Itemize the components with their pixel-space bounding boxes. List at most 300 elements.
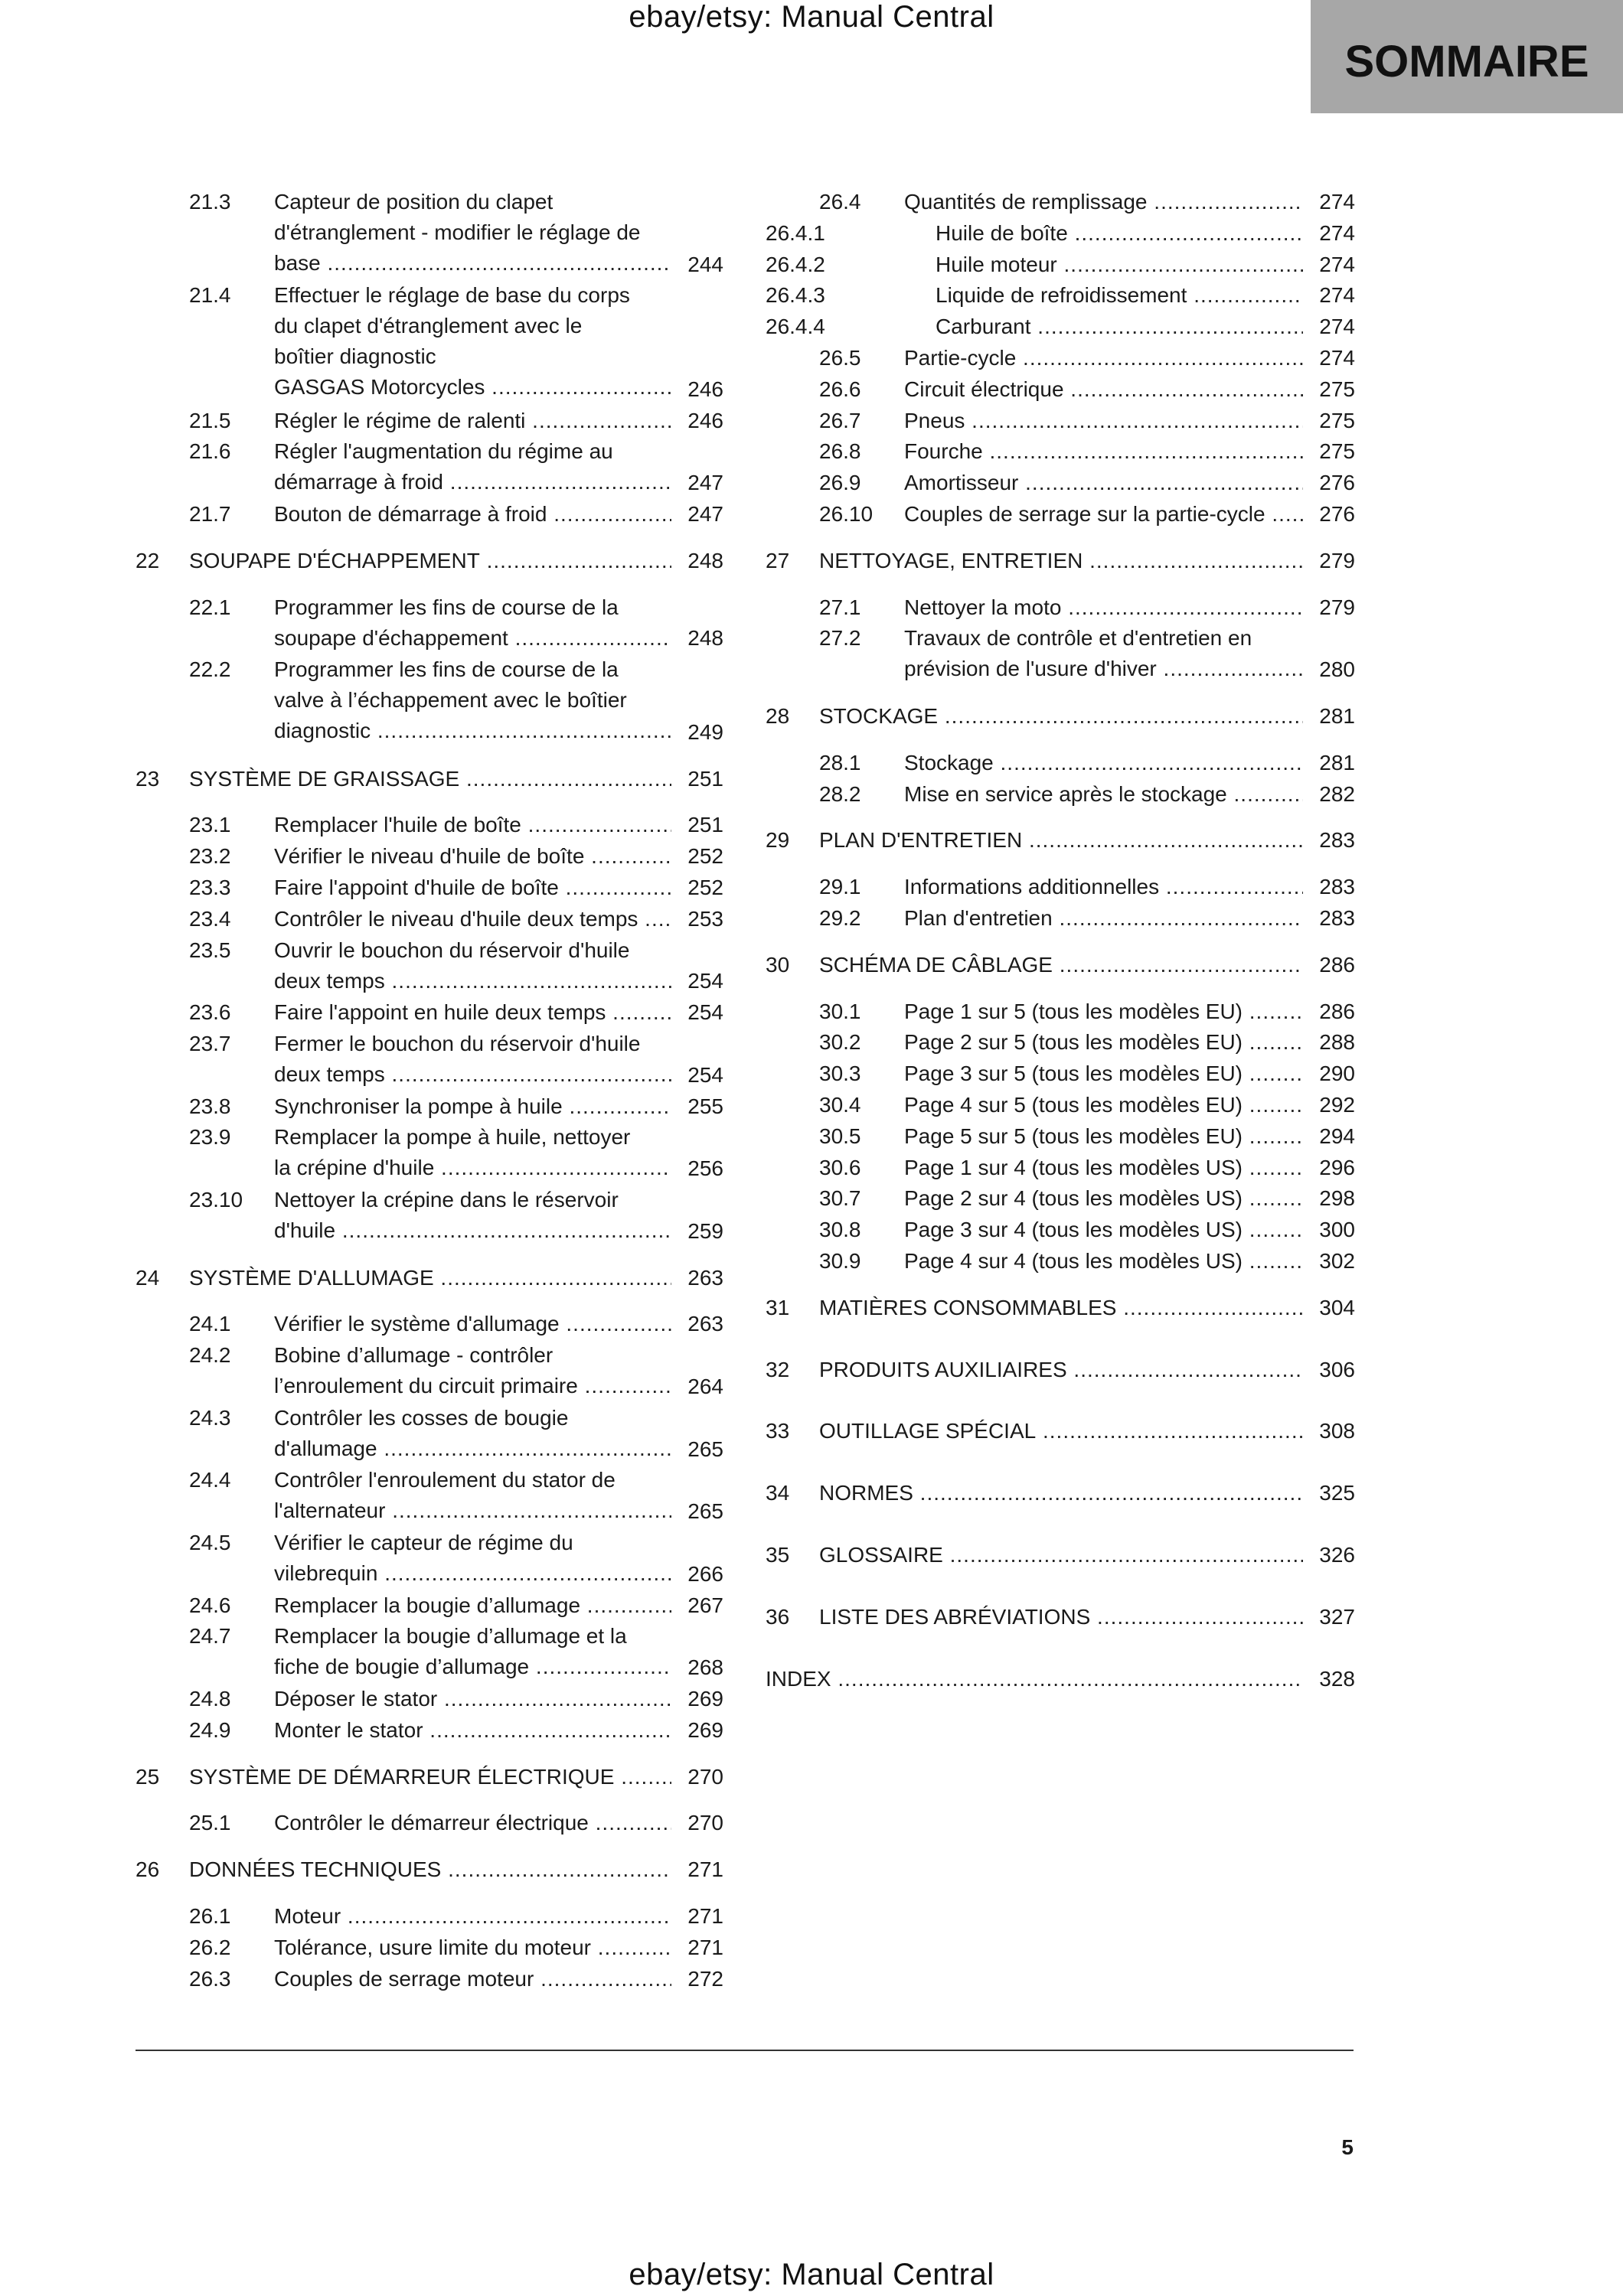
toc-section-entry[interactable] [136,1185,723,1247]
toc-entry-title-line: MATIÈRES CONSOMMABLES ..... [819,1293,1303,1323]
toc-entry-page: 283 [1303,872,1355,902]
toc-entry-page: 281 [1303,748,1355,778]
toc-entry-number: 26.5 [819,346,861,370]
toc-entry-title-line: Circuit électrique ..... [904,374,1303,405]
toc-entry-title-line: LISTE DES ABRÉVIATIONS ..... [819,1602,1303,1632]
toc-entry-title-line: SCHÉMA DE CÂBLAGE ..... [819,950,1303,980]
toc-chapter-entry[interactable] [766,546,1355,577]
toc-entry-title-line: Contrôler les cosses de bougie [274,1405,569,1430]
toc-entry-page: 252 [671,841,723,872]
toc-entry-number: 25.1 [189,1811,231,1835]
toc-entry-title-line: Contrôler l'enroulement du stator de [274,1468,616,1492]
toc-entry-title-line: GLOSSAIRE ..... [819,1540,1303,1570]
toc-entry-number: 24.5 [189,1531,231,1554]
toc-entry-title-line: Mise en service après le stockage ..... [904,779,1303,810]
toc-entry-title-line: Nettoyer la moto ..... [904,592,1303,623]
toc-entry-page: 325 [1303,1478,1355,1508]
toc-entry-page: 254 [671,1060,723,1091]
toc-entry-title-line: SYSTÈME DE GRAISSAGE ..... [189,764,671,794]
toc-entry-title-line: Couples de serrage moteur ..... [274,1964,671,1994]
toc-entry-number: 22.2 [189,657,231,682]
toc-entry-title-line: valve à l’échappement avec le boîtier [274,688,627,713]
toc-entry-page: 247 [671,468,723,498]
toc-entry-title-line: Déposer le stator ..... [274,1684,671,1714]
toc-entry-page: 283 [1303,825,1355,856]
toc-entry-title-line: Page 4 sur 4 (tous les modèles US) ..... [904,1246,1303,1277]
toc-entry-page: 288 [1303,1027,1355,1058]
toc-entry-number: 26.8 [819,439,861,464]
toc-entry-number: 26.6 [819,377,861,401]
toc-entry-page: 271 [671,1932,723,1963]
toc-entry-page: 259 [671,1216,723,1247]
toc-entry-title-line: du clapet d'étranglement avec le [274,314,583,338]
toc-entry-page: 263 [671,1263,723,1293]
toc-entry-number: 24.8 [189,1687,231,1711]
toc-entry-number: 26.4.4 [766,315,825,339]
toc-entry-number: 23.3 [189,876,231,899]
toc-section-entry[interactable] [766,406,1355,437]
toc-section-entry[interactable] [766,1246,1355,1277]
toc-section-entry[interactable] [136,1808,723,1839]
toc-entry-title-line: Fermer le bouchon du réservoir d'huile [274,1032,641,1055]
toc-entry-page: 274 [1303,343,1355,373]
toc-section-entry[interactable] [766,280,1355,311]
toc-entry-title-line: SYSTÈME DE DÉMARREUR ÉLECTRIQUE ..... [189,1762,671,1792]
toc-entry-number: 24 [136,1265,160,1290]
toc-entry-title-line: Bouton de démarrage à froid ..... [274,499,671,530]
toc-entry-page: 298 [1303,1183,1355,1214]
toc-entry-page: 328 [1303,1664,1355,1694]
toc-entry-title-line: deux temps ..... [274,1059,671,1090]
toc-entry-title-line: Plan d'entretien ..... [904,903,1303,934]
toc-entry-title-line: Page 3 sur 5 (tous les modèles EU) ..... [904,1058,1303,1089]
toc-entry-title-line: soupape d'échappement ..... [274,623,671,654]
toc-entry-page: 249 [671,717,723,748]
toc-section-entry[interactable] [136,1964,723,1995]
toc-entry-page: 254 [671,966,723,996]
toc-entry-page: 265 [671,1496,723,1527]
toc-section-entry[interactable] [136,1465,723,1528]
toc-entry-title-line: l’enroulement du circuit primaire ..... [274,1371,671,1401]
toc-entry-number: 23.6 [189,1000,231,1025]
toc-entry-number: 26.4.1 [766,220,825,245]
toc-entry-number: 21.4 [189,283,231,308]
toc-entry-number: 26.2 [189,1935,231,1959]
toc-entry-title-line: Moteur ..... [274,1901,671,1932]
section-tab: SOMMAIRE [1311,0,1623,113]
toc-section-entry[interactable] [136,1684,723,1715]
toc-entry-page: 252 [671,872,723,903]
toc-entry-page: 274 [1303,311,1355,342]
toc-section-entry[interactable] [136,872,723,904]
toc-section-entry[interactable] [136,1901,723,1932]
toc-chapter-entry[interactable] [766,1664,1355,1695]
toc-entry-number: 29.2 [819,906,861,930]
toc-entry-title-line: Informations additionnelles ..... [904,872,1303,902]
toc-entry-page: 275 [1303,406,1355,436]
toc-entry-title-line: Capteur de position du clapet [274,190,554,214]
toc-entry-number: 26 [136,1857,160,1882]
toc-section-entry[interactable] [136,1122,723,1185]
toc-entry-page: 279 [1303,546,1355,576]
toc-section-entry[interactable] [136,1621,723,1684]
toc-entry-page: 251 [671,764,723,794]
toc-section-entry[interactable] [766,218,1355,249]
toc-section-entry[interactable] [766,872,1355,903]
toc-entry-title-line: Amortisseur ..... [904,468,1303,498]
toc-entry-page: 294 [1303,1121,1355,1152]
toc-section-entry[interactable] [136,406,723,437]
toc-entry-title-line: Partie-cycle ..... [904,343,1303,373]
toc-entry-title-line: Nettoyer la crépine dans le réservoir [274,1188,619,1212]
toc-entry-page: 247 [671,499,723,530]
toc-section-entry[interactable] [766,1153,1355,1184]
toc-entry-title-line: Régler le régime de ralenti ..... [274,406,671,436]
toc-entry-number: 24.6 [189,1593,231,1617]
toc-entry-number: 30.7 [819,1186,861,1211]
toc-entry-page: 282 [1303,779,1355,810]
toc-entry-title-line: d'étranglement - modifier le réglage de [274,220,641,244]
toc-section-entry[interactable] [766,1215,1355,1246]
toc-entry-page: 274 [1303,218,1355,249]
toc-entry-number: 30.4 [819,1093,861,1117]
toc-entry-title-line: vilebrequin ..... [274,1558,671,1589]
toc-entry-page: 276 [1303,468,1355,498]
toc-entry-title-line: Monter le stator ..... [274,1715,671,1746]
toc-chapter-entry[interactable] [766,1540,1355,1571]
toc-entry-page: 253 [671,904,723,934]
toc-entry-page: 304 [1303,1293,1355,1323]
toc-entry-page: 263 [671,1309,723,1339]
toc-section-entry[interactable] [766,903,1355,934]
toc-entry-number: 30.8 [819,1218,861,1242]
toc-entry-number: 30.1 [819,999,861,1023]
toc-section-entry[interactable] [136,1403,723,1466]
toc-entry-number: 26.4 [819,190,861,214]
toc-section-entry[interactable] [136,1932,723,1964]
toc-entry-page: 272 [671,1964,723,1994]
toc-entry-title-line: Travaux de contrôle et d'entretien en [904,626,1252,651]
toc-entry-title-line: démarrage à froid ..... [274,467,671,497]
toc-entry-number: 30.6 [819,1155,861,1179]
toc-entry-number: 26.10 [819,502,874,526]
toc-section-entry[interactable] [766,436,1355,468]
toc-entry-number: 28 [766,704,790,728]
toc-section-entry[interactable] [136,935,723,998]
toc-entry-title-line: Carburant ..... [936,311,1303,342]
toc-entry-page: 270 [671,1762,723,1792]
toc-entry-title-line: Page 3 sur 4 (tous les modèles US) ..... [904,1215,1303,1245]
toc-entry-page: 246 [671,406,723,436]
toc-entry-page: 256 [671,1153,723,1184]
toc-entry-page: 308 [1303,1416,1355,1446]
toc-entry-title-line: Faire l'appoint d'huile de boîte ..... [274,872,671,903]
toc-entry-title-line: Vérifier le niveau d'huile de boîte ..... [274,841,671,872]
toc-section-entry[interactable] [766,468,1355,499]
toc-entry-title-line: Vérifier le capteur de régime du [274,1531,573,1554]
toc-entry-title-line: Fourche ..... [904,436,1303,467]
toc-entry-title-line: OUTILLAGE SPÉCIAL ..... [819,1416,1303,1446]
toc-section-entry[interactable] [136,997,723,1029]
toc-entry-number: 27.1 [819,595,861,619]
toc-entry-number: 21.5 [189,408,231,432]
toc-entry-page: 270 [671,1808,723,1838]
toc-section-entry[interactable] [766,187,1355,218]
toc-entry-number: 24.4 [189,1468,231,1492]
toc-entry-title-line: diagnostic ..... [274,716,671,746]
toc-entry-page: 290 [1303,1058,1355,1089]
toc-entry-page: 326 [1303,1540,1355,1570]
toc-entry-page: 327 [1303,1602,1355,1632]
toc-entry-number: 28.1 [819,750,861,775]
toc-entry-title-line: GASGAS Motorcycles ..... [274,372,671,403]
toc-entry-page: 244 [671,249,723,280]
toc-entry-title-line: Liquide de refroidissement ..... [936,280,1303,311]
toc-entry-page: 266 [671,1559,723,1590]
toc-entry-title-line: SYSTÈME D'ALLUMAGE ..... [189,1263,671,1293]
toc-section-entry[interactable] [136,280,723,405]
toc-entry-title-line: base ..... [274,248,671,279]
toc-section-entry[interactable] [766,311,1355,343]
toc-chapter-entry[interactable] [136,1263,723,1294]
toc-entry-title-line: Remplacer la bougie d’allumage et la [274,1624,627,1649]
toc-entry-number: 24.3 [189,1405,231,1430]
toc-entry-title-line: Programmer les fins de course de la [274,595,619,619]
toc-entry-title-line: STOCKAGE ..... [819,701,1303,732]
toc-entry-number: 26.9 [819,471,861,495]
toc-chapter-entry[interactable] [136,1854,723,1886]
toc-entry-page: 269 [671,1715,723,1746]
toc-section-entry[interactable] [766,249,1355,281]
toc-entry-page: 275 [1303,436,1355,467]
toc-entry-number: 29 [766,828,790,853]
toc-section-entry[interactable] [136,1309,723,1340]
toc-chapter-entry[interactable] [136,764,723,795]
toc-entry-title-line: Huile de boîte ..... [936,218,1303,249]
toc-entry-title-line: NETTOYAGE, ENTRETIEN ..... [819,546,1303,576]
toc-section-entry[interactable] [136,592,723,655]
toc-entry-number: 26.7 [819,408,861,432]
toc-section-entry[interactable] [136,1029,723,1091]
toc-entry-number: 30.5 [819,1124,861,1148]
toc-entry-page: 271 [671,1854,723,1885]
toc-entry-page: 255 [671,1091,723,1122]
toc-entry-page: 275 [1303,374,1355,405]
toc-entry-number: 30.3 [819,1062,861,1086]
toc-entry-page: 267 [671,1590,723,1621]
toc-entry-page: 283 [1303,903,1355,934]
toc-section-entry[interactable] [136,499,723,530]
watermark-bottom: ebay/etsy: Manual Central [629,2258,994,2291]
toc-entry-number: 30 [766,952,790,977]
toc-entry-page: 286 [1303,996,1355,1027]
toc-chapter-entry[interactable] [766,1416,1355,1447]
toc-section-entry[interactable] [766,499,1355,530]
toc-entry-title-line: Synchroniser la pompe à huile ..... [274,1091,671,1122]
toc-entry-number: 25 [136,1764,160,1789]
toc-entry-number: 27 [766,548,790,572]
toc-section-entry[interactable] [766,623,1355,686]
footer-rule [136,2050,1354,2051]
toc-entry-page: 268 [671,1652,723,1683]
toc-entry-page: 286 [1303,950,1355,980]
toc-entry-title-line: Page 5 sur 5 (tous les modèles EU) ..... [904,1121,1303,1152]
toc-chapter-entry[interactable] [136,1762,723,1793]
toc-entry-page: 300 [1303,1215,1355,1245]
toc-entry-title-line: l'alternateur ..... [274,1495,671,1526]
toc-entry-title-line: Remplacer l'huile de boîte ..... [274,810,671,840]
toc-entry-title-line: Page 4 sur 5 (tous les modèles EU) ..... [904,1090,1303,1120]
toc-entry-title-line: Tolérance, usure limite du moteur ..... [274,1932,671,1963]
toc-entry-page: 265 [671,1434,723,1465]
toc-section-entry[interactable] [766,1027,1355,1058]
toc-entry-title-line: prévision de l'usure d'hiver ..... [904,654,1303,684]
toc-chapter-entry[interactable] [136,546,723,577]
toc-section-entry[interactable] [136,654,723,748]
toc-entry-page: 292 [1303,1090,1355,1120]
toc-entry-title-line: Contrôler le démarreur électrique ..... [274,1808,671,1838]
toc-entry-number: 26.4.2 [766,252,825,276]
toc-chapter-entry[interactable] [766,825,1355,856]
toc-entry-title-line: Contrôler le niveau d'huile deux temps ..... [274,904,671,934]
toc-entry-title-line: INDEX ..... [766,1664,1303,1694]
toc-section-entry[interactable] [766,748,1355,779]
toc-section-entry[interactable] [766,592,1355,624]
toc-entry-number: 24.9 [189,1717,231,1742]
toc-entry-title-line: Programmer les fins de course de la [274,657,619,682]
toc-entry-title-line: PLAN D'ENTRETIEN ..... [819,825,1303,856]
toc-chapter-entry[interactable] [766,950,1355,981]
toc-entry-number: 31 [766,1295,790,1319]
toc-entry-number: 23 [136,766,160,791]
toc-entry-title-line: Huile moteur ..... [936,249,1303,280]
toc-entry-title-line: Couples de serrage sur la partie-cycle ..... [904,499,1303,530]
toc-section-entry[interactable] [766,1058,1355,1090]
toc-section-entry[interactable] [766,996,1355,1028]
toc-chapter-entry[interactable] [766,1478,1355,1509]
toc-entry-title-line: Vérifier le système d'allumage ..... [274,1309,671,1339]
toc-entry-title-line: Stockage ..... [904,748,1303,778]
toc-entry-title-line: Ouvrir le bouchon du réservoir d'huile [274,938,630,962]
toc-entry-title-line: Effectuer le réglage de base du corps [274,283,630,308]
toc-section-entry[interactable] [136,1340,723,1403]
toc-entry-number: 29.1 [819,875,861,899]
toc-entry-title-line: Page 1 sur 4 (tous les modèles US) ..... [904,1153,1303,1183]
toc-entry-page: 269 [671,1684,723,1714]
toc-entry-title-line: DONNÉES TECHNIQUES ..... [189,1854,671,1885]
toc-section-entry[interactable] [766,343,1355,374]
toc-section-entry[interactable] [136,1715,723,1746]
toc-entry-number: 23.8 [189,1094,231,1118]
toc-entry-number: 23.2 [189,844,231,869]
toc-section-entry[interactable] [766,1090,1355,1121]
toc-section-entry[interactable] [136,904,723,935]
toc-entry-title-line: Bobine d’allumage - contrôler [274,1343,554,1368]
page-number: 5 [1341,2135,1354,2159]
watermark-top: ebay/etsy: Manual Central [629,0,994,34]
toc-section-entry[interactable] [136,841,723,872]
toc-entry-page: 248 [671,623,723,654]
toc-entry-page: 276 [1303,499,1355,530]
toc-entry-number: 36 [766,1604,790,1629]
toc-entry-title-line: Remplacer la bougie d’allumage ..... [274,1590,671,1621]
toc-chapter-entry[interactable] [766,1602,1355,1633]
toc-section-entry[interactable] [136,436,723,499]
toc-entry-title-line: boîtier diagnostic [274,344,436,369]
toc-section-entry[interactable] [136,1590,723,1622]
toc-entry-page: 279 [1303,592,1355,623]
toc-entry-title-line: Faire l'appoint en huile deux temps ..... [274,997,671,1028]
toc-entry-number: 23.10 [189,1188,243,1212]
toc-entry-page: 251 [671,810,723,840]
toc-entry-number: 22 [136,548,160,572]
toc-entry-page: 296 [1303,1153,1355,1183]
toc-entry-page: 274 [1303,187,1355,217]
toc-chapter-entry[interactable] [766,701,1355,732]
toc-entry-number: 21.6 [189,439,231,464]
toc-entry-page: 280 [1303,654,1355,685]
toc-section-entry[interactable] [766,374,1355,406]
toc-entry-number: 30.9 [819,1249,861,1273]
toc-entry-title-line: d'allumage ..... [274,1433,671,1464]
toc-entry-number: 26.4.3 [766,283,825,308]
toc-entry-title-line: d'huile ..... [274,1215,671,1246]
toc-entry-page: 274 [1303,249,1355,280]
toc-entry-page: 248 [671,546,723,576]
toc-entry-title-line: deux temps ..... [274,966,671,996]
toc-entry-title-line: fiche de bougie d’allumage ..... [274,1652,671,1682]
toc-entry-number: 28.2 [819,781,861,806]
toc-entry-number: 23.7 [189,1032,231,1055]
toc-entry-number: 35 [766,1543,790,1567]
toc-entry-title-line: Régler l'augmentation du régime au [274,439,613,464]
toc-entry-page: 274 [1303,280,1355,311]
toc-section-entry[interactable] [136,187,723,280]
toc-entry-number: 21.3 [189,190,231,214]
toc-entry-page: 281 [1303,701,1355,732]
toc-entry-page: 246 [671,374,723,405]
toc-entry-number: 32 [766,1357,790,1381]
toc-entry-title-line: Page 2 sur 5 (tous les modèles EU) ..... [904,1027,1303,1058]
toc-entry-title-line: Pneus ..... [904,406,1303,436]
toc-entry-page: 271 [671,1901,723,1932]
toc-section-entry[interactable] [766,779,1355,810]
toc-entry-title-line: Remplacer la pompe à huile, nettoyer [274,1125,631,1150]
toc-entry-number: 23.1 [189,813,231,837]
toc-entry-number: 22.1 [189,595,231,619]
toc-chapter-entry[interactable] [766,1293,1355,1324]
toc-entry-number: 21.7 [189,502,231,526]
toc-entry-title-line: Quantités de remplissage ..... [904,187,1303,217]
toc-entry-number: 23.5 [189,938,231,962]
toc-entry-title-line: NORMES ..... [819,1478,1303,1508]
toc-entry-title-line: PRODUITS AUXILIAIRES ..... [819,1355,1303,1385]
toc-section-entry[interactable] [766,1183,1355,1215]
toc-entry-title-line: Page 2 sur 4 (tous les modèles US) ..... [904,1183,1303,1214]
toc-section-entry[interactable] [136,810,723,841]
toc-entry-number: 24.7 [189,1624,231,1649]
toc-entry-page: 306 [1303,1355,1355,1385]
toc-entry-number: 23.4 [189,906,231,931]
toc-section-entry[interactable] [136,1091,723,1123]
toc-entry-number: 33 [766,1419,790,1443]
toc-entry-number: 34 [766,1481,790,1505]
toc-section-entry[interactable] [136,1528,723,1590]
toc-entry-title-line: la crépine d'huile ..... [274,1153,671,1183]
toc-entry-number: 26.3 [189,1966,231,1991]
toc-chapter-entry[interactable] [766,1355,1355,1386]
toc-section-entry[interactable] [766,1121,1355,1153]
